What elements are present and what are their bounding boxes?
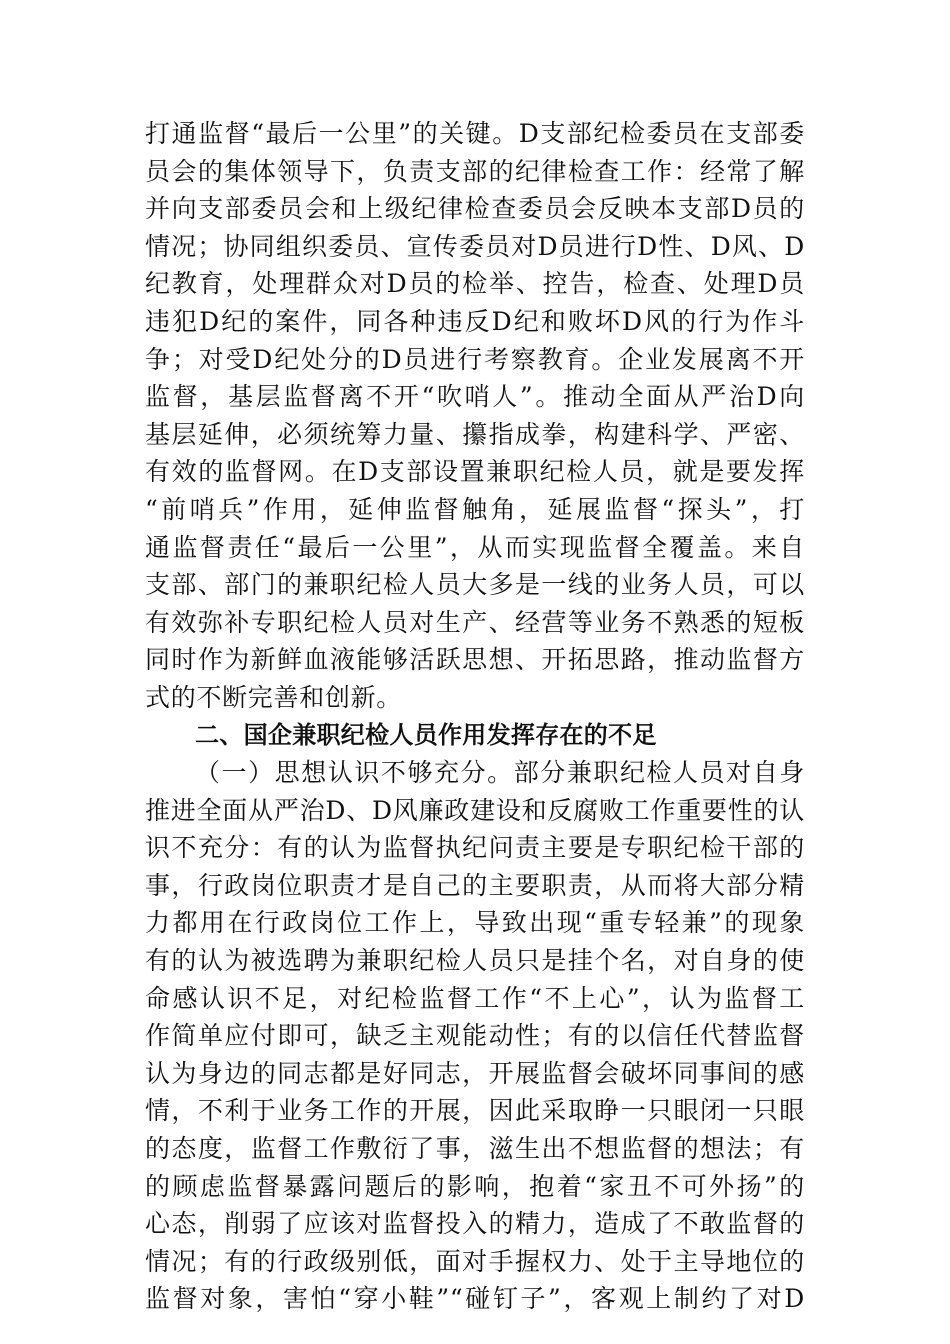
text-line: 的顾虑监督暴露问题后的影响，抱着“家丑不可外扬”的 [145, 1171, 805, 1201]
text-line: 式的不断完善和创新。 [145, 682, 403, 712]
text-line: 有效的监督网。在D支部设置兼职纪检人员，就是要发挥 [145, 457, 805, 487]
text-line: 并向支部委员会和上级纪律检查委员会反映本支部D员的 [145, 194, 805, 224]
text-line: 命感认识不足，对纪检监督工作“不上心”，认为监督工 [145, 983, 805, 1013]
text-line: 情，不利于业务工作的开展，因此采取睁一只眼闭一只眼 [145, 1096, 805, 1126]
text-line: 基层延伸，必须统筹力量、攥指成拳，构建科学、严密、 [145, 419, 805, 449]
text-line: 推进全面从严治D、D风廉政建设和反腐败工作重要性的认 [145, 795, 805, 825]
text-line: 纪教育，处理群众对D员的检举、控告，检查、处理D员 [145, 269, 805, 299]
document-body [145, 115, 805, 1318]
text-line: 支部、部门的兼职纪检人员大多是一线的业务人员，可以 [145, 570, 805, 600]
text-line: 监督对象，害怕“穿小鞋”“碰钉子”，客观上制约了对D [145, 1284, 805, 1314]
paragraph-1 [145, 115, 805, 717]
text-line: 同时作为新鲜血液能够活跃思想、开拓思路，推动监督方 [145, 645, 805, 675]
text-line: 员会的集体领导下，负责支部的纪律检查工作：经常了解 [145, 156, 805, 186]
text-line: 争；对受D纪处分的D员进行考察教育。企业发展离不开 [145, 344, 805, 374]
text-line: 力都用在行政岗位工作上，导致出现“重专轻兼”的现象 [145, 908, 805, 938]
text-line: 作简单应付即可，缺乏主观能动性；有的以信任代替监督 [145, 1021, 805, 1051]
section-heading: 二、国企兼职纪检人员作用发挥存在的不足 [195, 720, 657, 749]
text-line: 心态，削弱了应该对监督投入的精力，造成了不敢监督的 [145, 1209, 805, 1239]
text-line: 认为身边的同志都是好同志，开展监督会破坏同事间的感 [145, 1058, 805, 1088]
text-line: 违犯D纪的案件，同各种违反D纪和败坏D风的行为作斗 [145, 306, 805, 336]
text-line: 事，行政岗位职责才是自己的主要职责，从而将大部分精 [145, 870, 805, 900]
text-line: 识不充分：有的认为监督执纪问责主要是专职纪检干部的 [145, 833, 805, 863]
text-line: 有的认为被选聘为兼职纪检人员只是挂个名，对自身的使 [145, 946, 805, 976]
text-line-indented: （一）思想认识不够充分。部分兼职纪检人员对自身 [195, 758, 805, 788]
text-line: 有效弥补专职纪检人员对生产、经营等业务不熟悉的短板 [145, 607, 805, 637]
paragraph-2 [145, 754, 805, 1318]
text-line: 情况；协同组织委员、宣传委员对D员进行D性、D风、D [145, 231, 805, 261]
text-line: 打通监督“最后一公里”的关键。D支部纪检委员在支部委 [145, 119, 805, 148]
text-line: 情况；有的行政级别低，面对手握权力、处于主导地位的 [145, 1246, 805, 1276]
text-line: “前哨兵”作用，延伸监督触角，延展监督“探头”，打 [145, 494, 805, 524]
text-line: 的态度，监督工作敷衍了事，滋生出不想监督的想法；有 [145, 1134, 805, 1164]
text-line: 通监督责任“最后一公里”，从而实现监督全覆盖。来自 [145, 532, 805, 562]
text-line: 监督，基层监督离不开“吹哨人”。推动全面从严治D向 [145, 382, 805, 412]
